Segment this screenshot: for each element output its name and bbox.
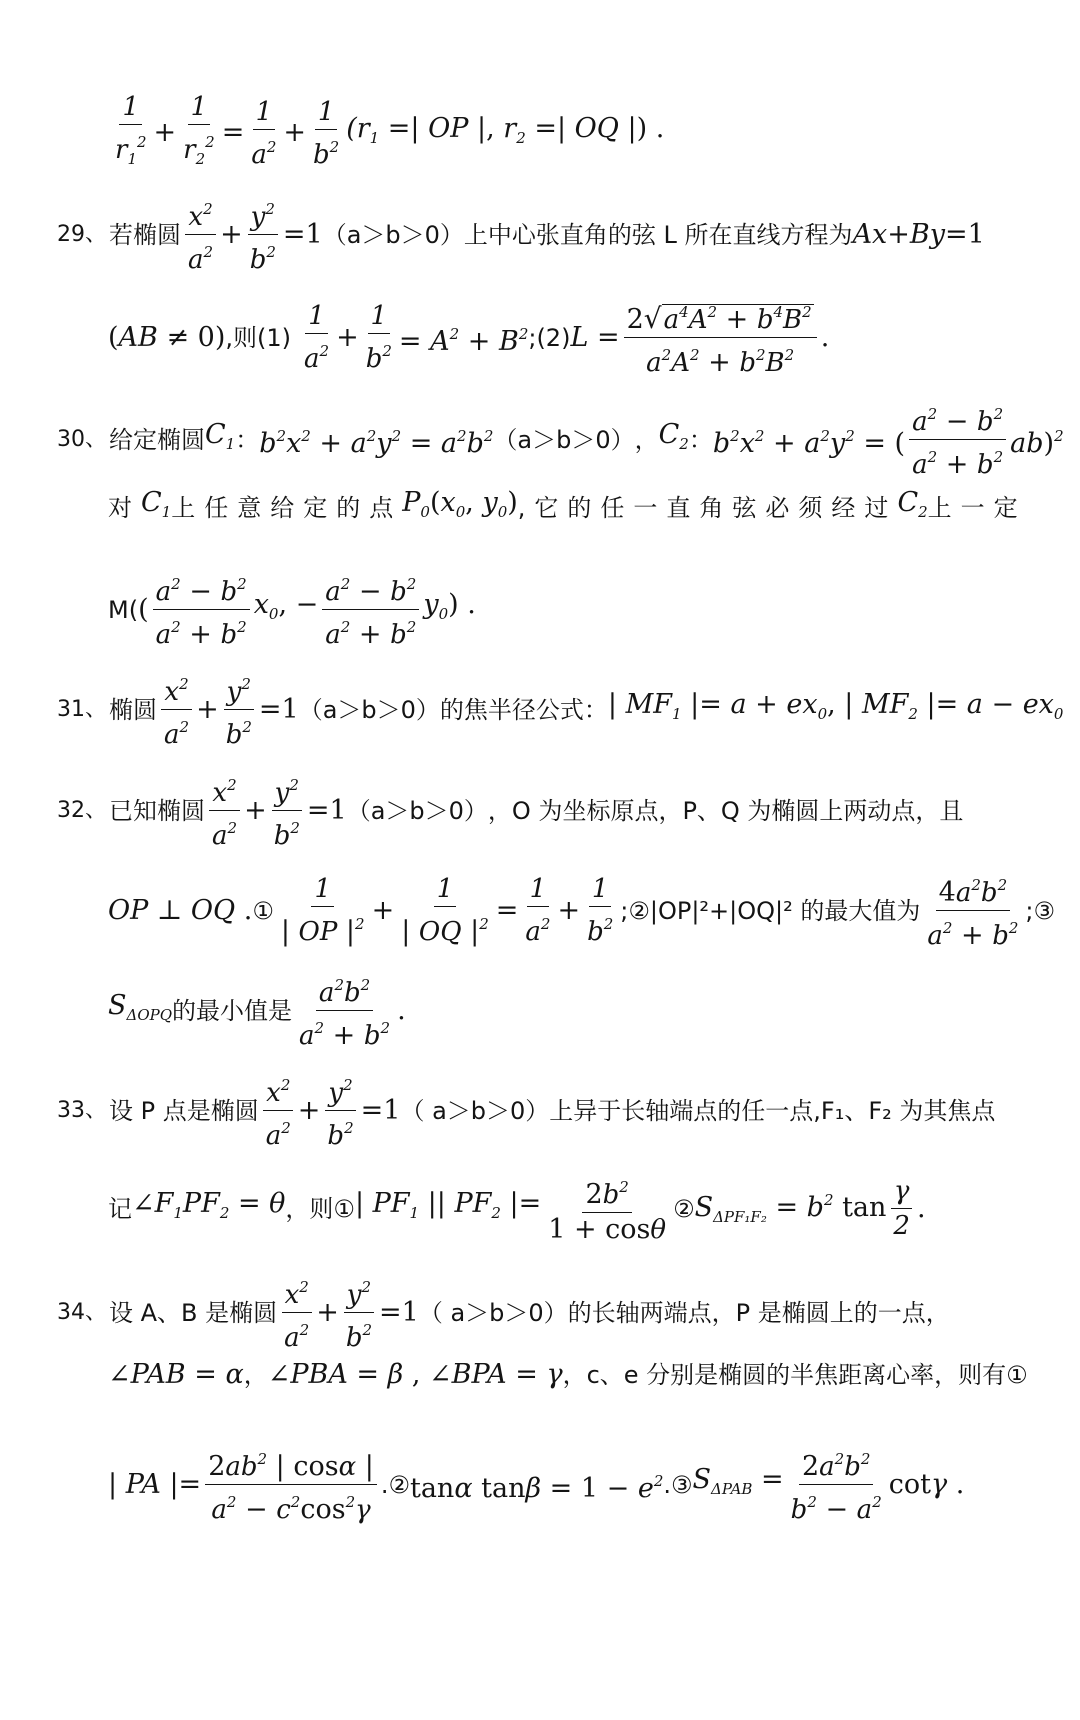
item-33-line-2: 记 $\angle F_1PF_2 = \theta$ ，则① | $PF_1$ || $PF_2$ |= $\frac{2b^2}{1 + \cos\theta}$ ② $S_{\Delta PF_1F_2} = b^2$ tan $\frac{\gamma}{2}$ .	[108, 1170, 1020, 1247]
item-number: 34、	[57, 1299, 107, 1325]
item-29-line-1: 29、 若椭圆 $\frac{x^2}{a^2}$ + $\frac{y^2}{b^2}$ =1 （a＞b＞0） 上中心张直角的弦 L 所在直线方程为 Ax+By=1	[57, 192, 1020, 277]
item-33-line-1: 33、 设 P 点是椭圆 $\frac{x^2}{a^2}$ + $\frac{y^2}{b^2}$ =1 （ a＞b＞0） 上异于长轴端点的任一点,F₁、F₂ 为其焦点	[57, 1068, 1020, 1153]
item-32-line-2: OP ⊥ OQ . ① $\frac{1}{| OP |^2}$ + $\frac{1}{| OQ |^2}$ = $\frac{1}{a^2}$ + $\frac{1}{b^2}$ ;②|OP|²+|OQ|² 的最大值为 $\frac{4a^2b^2}{a^2 + b^2}$ ;③	[108, 868, 1020, 953]
formula-continuation: $\frac{1}{r_1^2}$ + $\frac{1}{r_2^2}$ = $\frac{1}{a^2}$ + $\frac{1}{b^2}$ ($r_1$ =| OP |, $r_2$ =| OQ |) .	[115, 92, 665, 170]
item-34-line-1: 34、 设 A、B 是椭圆 $\frac{x^2}{a^2}$ + $\frac{y^2}{b^2}$ =1 （ a＞b＞0） 的长轴两端点，P 是椭圆上的一点，	[57, 1270, 1020, 1355]
item-30-line-3: M( ( $\frac{a^2 - b^2}{a^2 + b^2}$ $x_0$, − $\frac{a^2 - b^2}{a^2 + b^2}$ $y_0$) .	[108, 567, 1020, 652]
item-34-line-2: ∠PAB = α ， ∠PBA = β , ∠BPA = γ ，c、e 分别是椭圆的半焦距离心率，则有①	[108, 1359, 1028, 1390]
item-number: 29、	[57, 221, 107, 247]
item-29-line-2: (AB ≠ 0) ,则(1) $\frac{1}{a^2}$ + $\frac{1}{b^2}$ = $A^2 + B^2$ ;(2) L = $\frac{2√a^4A^2 + b^4B^2}{a^2A^2 + b^2B^2}$ .	[108, 295, 1020, 380]
item-32-line-3: $S_{\Delta OPQ}$ 的最小值是 $\frac{a^2b^2}{a^2 + b^2}$ .	[108, 968, 1020, 1053]
item-30-line-2: 对 $C_1$ 上任意给定的点 $P_0(x_0$, $y_0$) ,它的任一直角弦必须经过 $C_2$ 上一定	[108, 487, 1027, 522]
item-34-line-3: | PA |= $\frac{2ab^2 | \cos\alpha |}{a^2 - c^2\cos^2\gamma}$ .② tanα $\tan\beta = 1 - e^2$ .③ $S_{\Delta PAB}$ = $\frac{2a^2b^2}{b^2 - a^2}$ cotγ .	[108, 1442, 1020, 1527]
item-number: 33、	[57, 1097, 107, 1123]
item-number: 31、	[57, 696, 107, 722]
item-number: 32、	[57, 797, 107, 823]
item-31-line-1: 31、 椭圆 $\frac{x^2}{a^2}$ + $\frac{y^2}{b^2}$ =1 （a＞b＞0） 的焦半径公式： | $MF_1$ |= $a + ex_0$, | $MF_2$ |= $a - ex_0$	[57, 667, 1020, 752]
item-32-line-1: 32、 已知椭圆 $\frac{x^2}{a^2}$ + $\frac{y^2}{b^2}$ =1 （a＞b＞0） ，O 为坐标原点，P、Q 为椭圆上两动点，且	[57, 768, 1020, 853]
item-number: 30、	[57, 426, 107, 452]
item-30-line-1: 30、 给定椭圆 $C_1$ ： $b^2x^2 + a^2y^2 = a^2b^2$ （a＞b＞0） ， $C_2$ ： $b^2x^2 + a^2y^2$ = ( $\frac{a^2 - b^2}{a^2 + b^2}$ ab)$^2$	[57, 397, 1020, 482]
